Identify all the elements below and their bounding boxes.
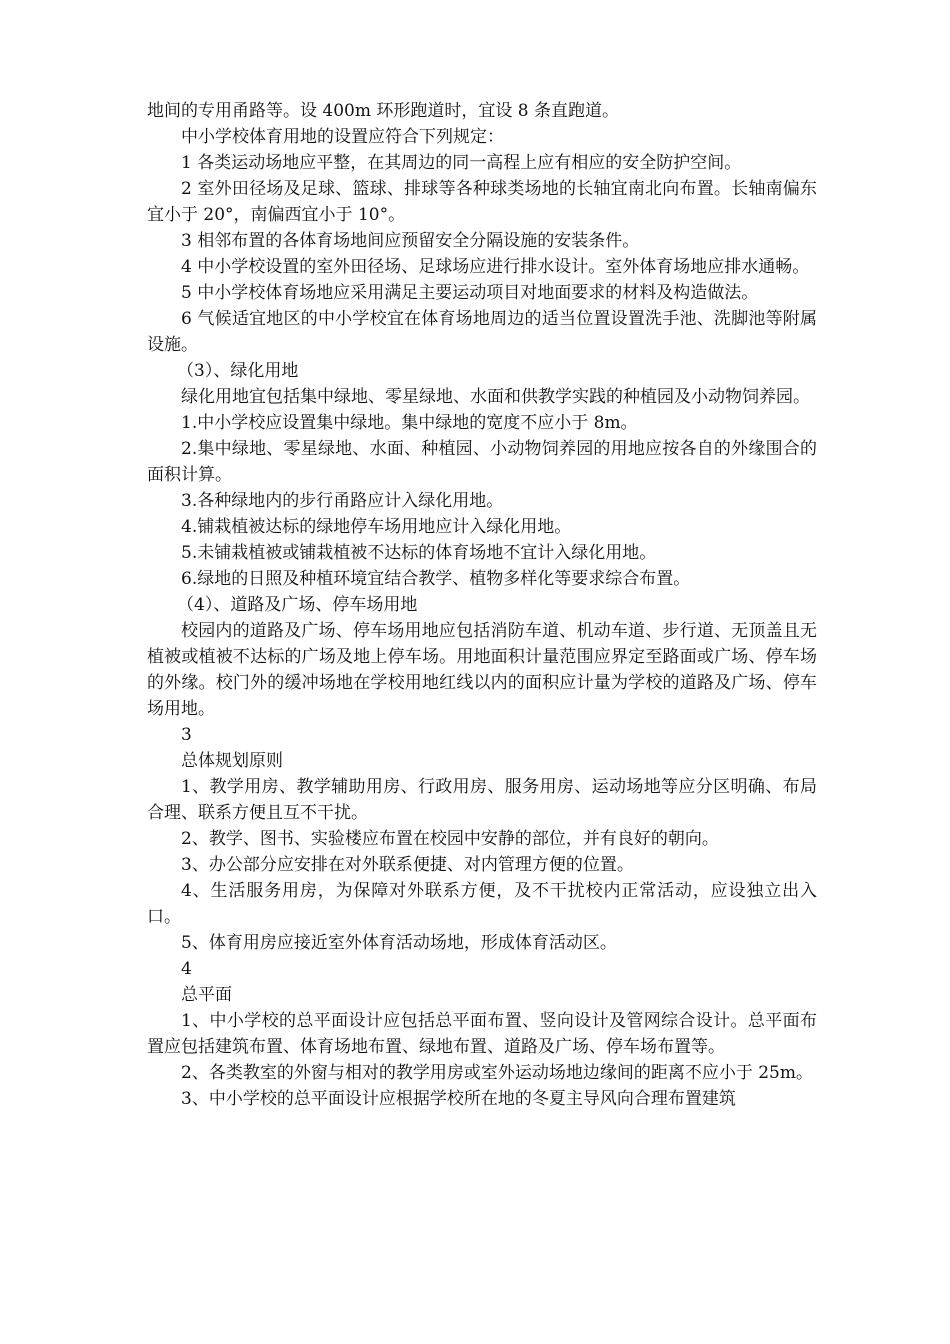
paragraph: 3、办公部分应安排在对外联系便捷、对内管理方便的位置。 xyxy=(181,855,634,875)
paragraph: 地间的专用甬路等。设 400m 环形跑道时，宜设 8 条直跑道。 xyxy=(147,101,619,121)
paragraph: 2、教学、图书、实验楼应布置在校园中安静的部位，并有良好的朝向。 xyxy=(181,829,719,849)
paragraph: 1 各类运动场地应平整，在其周边的同一高程上应有相应的安全防护空间。 xyxy=(181,153,742,173)
paragraph: 4.铺栽植被达标的绿地停车场用地应计入绿化用地。 xyxy=(181,517,572,537)
paragraph: 5.未铺栽植被或铺栽植被不达标的体育场地不宜计入绿化用地。 xyxy=(181,543,657,563)
paragraph: 5 中小学校体育场地应采用满足主要运动项目对地面要求的材料及构造做法。 xyxy=(181,283,759,303)
paragraph: 4 中小学校设置的室外田径场、足球场应进行排水设计。室外体育场地应排水通畅。 xyxy=(181,257,810,277)
paragraph: 中小学校体育用地的设置应符合下列规定： xyxy=(181,127,504,147)
paragraph: 2.集中绿地、零星绿地、水面、种植园、小动物饲养园的用地应按各自的外缘围合的面积计算。 xyxy=(147,439,817,485)
paragraph: 4 xyxy=(181,959,192,979)
paragraph: 总体规划原则 xyxy=(181,751,283,771)
paragraph: 6.绿地的日照及种植环境宜结合教学、植物多样化等要求综合布置。 xyxy=(181,569,691,589)
paragraph: 3 xyxy=(181,725,192,745)
paragraph: 绿化用地宜包括集中绿地、零星绿地、水面和供教学实践的种植园及小动物饲养园。 xyxy=(181,387,810,407)
paragraph: 1、中小学校的总平面设计应包括总平面布置、竖向设计及管网综合设计。总平面布置应包括建筑布置、体育场地布置、绿地布置、道路及广场、停车场布置等。 xyxy=(147,1011,817,1057)
paragraph: 2 室外田径场及足球、篮球、排球等各种球类场地的长轴宜南北向布置。长轴南偏东宜小于 20°，南偏西宜小于 10°。 xyxy=(147,179,817,225)
paragraph: 总平面 xyxy=(181,985,232,1005)
paragraph: 3、中小学校的总平面设计应根据学校所在地的冬夏主导风向合理布置建筑 xyxy=(181,1089,736,1109)
paragraph: 1、教学用房、教学辅助用房、行政用房、服务用房、运动场地等应分区明确、布局合理、联系方便且互不干扰。 xyxy=(147,777,817,823)
paragraph: （3）、绿化用地 xyxy=(177,361,299,381)
paragraph: （4）、道路及广场、停车场用地 xyxy=(177,595,418,615)
paragraph: 1.中小学校应设置集中绿地。集中绿地的宽度不应小于 8m。 xyxy=(181,413,638,433)
document-page xyxy=(147,98,817,1112)
paragraph: 5、体育用房应接近室外体育活动场地，形成体育活动区。 xyxy=(181,933,617,953)
paragraph: 3 相邻布置的各体育场地间应预留安全分隔设施的安装条件。 xyxy=(181,231,640,251)
paragraph: 2、各类教室的外窗与相对的教学用房或室外运动场地边缘间的距离不应小于 25m。 xyxy=(181,1063,813,1083)
paragraph: 6 气候适宜地区的中小学校宜在体育场地周边的适当位置设置洗手池、洗脚池等附属设施。 xyxy=(147,309,817,355)
paragraph: 校园内的道路及广场、停车场用地应包括消防车道、机动车道、步行道、无顶盖且无植被或植被不达标的广场及地上停车场。用地面积计量范围应界定至路面或广场、停车场的外缘。校门外的缓冲场地在学校用地红线以内的面积应计量为学校的道路及广场、停车场用地。 xyxy=(147,621,817,719)
paragraph: 4、生活服务用房，为保障对外联系方便，及不干扰校内正常活动，应设独立出入口。 xyxy=(147,881,817,927)
paragraph: 3.各种绿地内的步行甬路应计入绿化用地。 xyxy=(181,491,504,511)
